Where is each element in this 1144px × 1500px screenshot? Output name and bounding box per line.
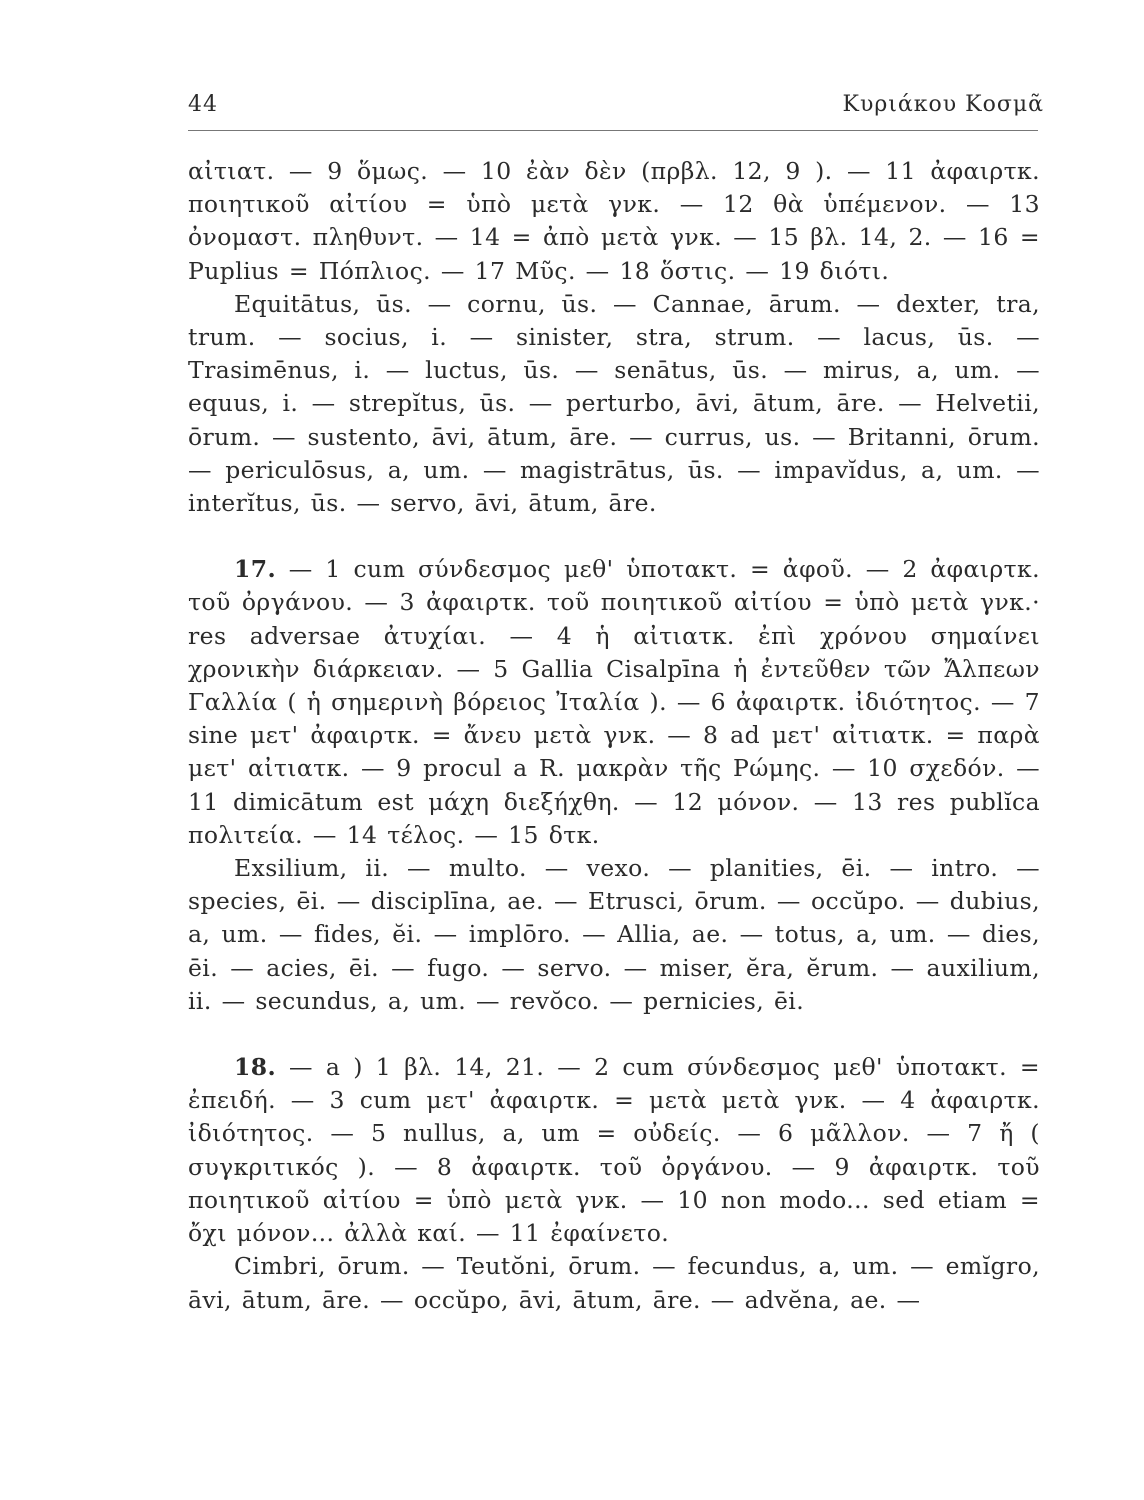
paragraph-text: — a ) 1 βλ. 14, 21. — 2 cum σύνδεσμος μεθ' ὑποτακτ. = ἐπειδή. — 3 cum μετ' ἀφαιρτκ. = μετὰ μετὰ γνκ. — 4 ἀφαιρτκ. ἰδιότητος. — 5 nullus, a, um = οὐδείς. — 6 μᾶλλον. — 7 ἤ ( συγκριτικός ). — 8 ἀφαιρτκ. τοῦ ὀργάνου. — 9 ἀφαιρτκ. τοῦ ποιητικοῦ αἰτίου = ὑπὸ μετὰ γνκ. — 10 non modo... sed etiam = ὄχι μόνον... ἀλλὰ καί. — 11 ἐφαίνετο.: [188, 1053, 1040, 1248]
section-number: 17.: [234, 555, 277, 584]
paragraph-notes-16-cont: [188, 155, 1040, 288]
paragraph-vocabulary-18: [188, 1250, 1040, 1316]
section-gap: [188, 520, 1040, 553]
page-header: [188, 92, 1044, 128]
paragraph-notes-17: [188, 553, 1040, 852]
page-content: [188, 155, 1040, 1317]
section-number: 18.: [234, 1053, 277, 1082]
paragraph-vocabulary-16: [188, 288, 1040, 520]
paragraph-text: Equitātus, ūs. — cornu, ūs. — Cannae, ārum. — dexter, tra, trum. — socius, i. — sinister, stra, strum. — lacus, ūs. — Trasimēnus, i. — luctus, ūs. — senātus, ūs. — mirus, a, um. — equus, i. — strepĭtus, ūs. — perturbo, āvi, ātum, āre. — Helvetii, ōrum. — sustento, āvi, ātum, āre. — currus, us. — Britanni, ōrum. — periculōsus, a, um. — magistrātus, ūs. — impavĭdus, a, um. — interĭtus, ūs. — servo, āvi, ātum, āre.: [188, 289, 1040, 518]
page-number: 44: [188, 92, 218, 117]
paragraph-notes-18: [188, 1051, 1040, 1250]
paragraph-vocabulary-17: [188, 852, 1040, 1018]
paragraph-text: Cimbri, ōrum. — Teutŏni, ōrum. — fecundus, a, um. — emĭgro, āvi, ātum, āre. — occŭpo, āvi, ātum, āre. — advĕna, ae. —: [188, 1252, 1040, 1314]
paragraph-text: — 1 cum σύνδεσμος μεθ' ὑποτακτ. = ἀφοῦ. — 2 ἀφαιρτκ. τοῦ ὀργάνου. — 3 ἀφαιρτκ. τοῦ ποιητικοῦ αἰτίου = ὑπὸ μετὰ γνκ.· res adversae ἀτυχίαι. — 4 ἡ αἰτιατκ. ἐπὶ χρόνου σημαίνει χρονικὴν διάρκειαν. — 5 Gallia Cisalpīna ἡ ἐντεῦθεν τῶν Ἄλπεων Γαλλία ( ἡ σημερινὴ βόρειος Ἰταλία ). — 6 ἀφαιρτκ. ἰδιότητος. — 7 sine μετ' ἀφαιρτκ. = ἄνευ μετὰ γνκ. — 8 ad μετ' αἰτιατκ. = παρὰ μετ' αἰτιατκ. — 9 procul a R. μακρὰν τῆς Ρώμης. — 10 σχεδόν. — 11 dimicātum est μάχη διεξήχθη. — 12 μόνον. — 13 res publĭca πολιτεία. — 14 τέλος. — 15 δτκ.: [188, 555, 1040, 849]
paragraph-text: αἰτιατ. — 9 ὅμως. — 10 ἐὰν δὲν (πρβλ. 12, 9 ). — 11 ἀφαιρτκ. ποιητικοῦ αἰτίου = ὑπὸ μετὰ γνκ. — 12 θὰ ὑπέμενον. — 13 ὀνομαστ. πληθυντ. — 14 = ἀπὸ μετὰ γνκ. — 15 βλ. 14, 2. — 16 = Puplius = Πόπλιος. — 17 Μῦς. — 18 ὅστις. — 19 διότι.: [188, 157, 1040, 285]
paragraph-text: Exsilium, ii. — multo. — vexo. — planities, ēi. — intro. — species, ēi. — disciplīna, ae. — Etrusci, ōrum. — occŭpo. — dubius, a, um. — fides, ĕi. — implōro. — Allia, ae. — totus, a, um. — dies, ēi. — acies, ēi. — fugo. — servo. — miser, ĕra, ĕrum. — auxilium, ii. — secundus, a, um. — revŏco. — pernicies, ēi.: [188, 854, 1040, 1015]
running-head: Κυριάκου Κοσμᾶ: [842, 92, 1044, 117]
header-rule: [188, 130, 1038, 131]
section-gap: [188, 1018, 1040, 1051]
